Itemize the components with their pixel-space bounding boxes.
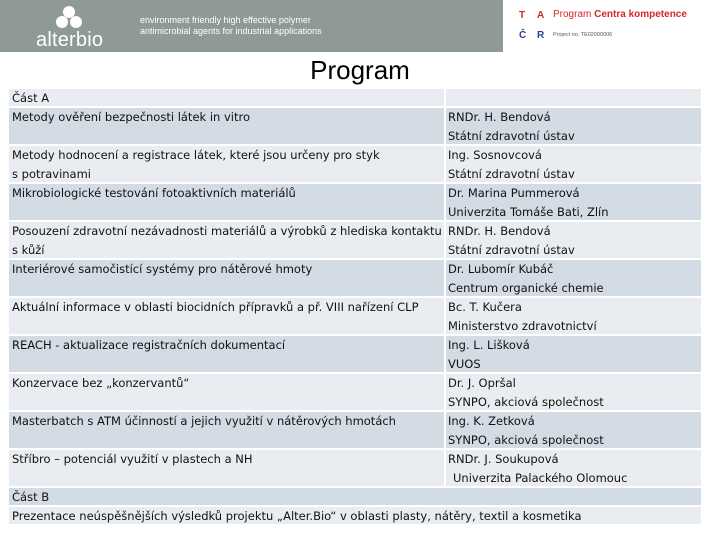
talk-topic: Masterbatch s ATM účinností a jejich využití v nátěrových hmotách xyxy=(12,414,396,428)
talk-institution: Univerzita Palackého Olomouc xyxy=(453,471,628,485)
tacr-letter-t: T xyxy=(519,10,526,21)
talk-topic: Interiérové samočistící systémy pro nátěrové hmoty xyxy=(12,262,313,276)
table-row xyxy=(8,411,702,449)
talk-speaker: Ing. Sosnovcová xyxy=(448,148,542,162)
talk-speaker: RNDr. J. Soukupová xyxy=(448,452,559,466)
talk-institution: Státní zdravotní ústav xyxy=(448,243,575,257)
section-a-heading: Část A xyxy=(12,91,50,105)
talk-topic: Aktuální informace v oblasti biocidních přípravků a př. VIII nařízení CLP xyxy=(12,300,419,314)
talk-institution: Státní zdravotní ústav xyxy=(448,167,575,181)
talk-speaker: Bc. T. Kučera xyxy=(448,300,522,314)
table-row xyxy=(8,88,702,107)
talk-topic-cont: s kůží xyxy=(12,243,45,257)
talk-topic-cont: s potravinami xyxy=(12,167,92,181)
tacr-letter-a: A xyxy=(537,10,545,21)
table-row xyxy=(8,373,702,411)
talk-institution: SYNPO, akciová společnost xyxy=(448,433,604,447)
alterbio-logo[interactable] xyxy=(36,6,104,50)
talk-institution: SYNPO, akciová společnost xyxy=(448,395,604,409)
talk-institution: Centrum organické chemie xyxy=(448,281,604,295)
section-b-heading: Část B xyxy=(12,490,50,504)
table-row xyxy=(8,449,702,487)
header-banner xyxy=(0,0,720,52)
table-row xyxy=(8,183,702,221)
talk-topic: Posouzení zdravotní nezávadnosti materiálů a výrobků z hlediska kontaktu xyxy=(12,224,442,238)
table-row xyxy=(8,259,702,297)
talk-speaker: Dr. Lubomír Kubáč xyxy=(448,262,554,276)
section-b-talk: Prezentace neúspěšnějších výsledků projektu „Alter.Bio“ v oblasti plasty, nátěry, textil a kosmetika xyxy=(12,509,582,523)
talk-topic: Metody ověření bezpečnosti látek in vitro xyxy=(12,110,250,124)
talk-speaker: Dr. J. Opršal xyxy=(448,376,516,390)
tacr-letter-c: Č xyxy=(519,30,527,41)
talk-speaker: Dr. Marina Pummerová xyxy=(448,186,580,200)
table-row xyxy=(8,487,702,506)
talk-institution: Univerzita Tomáše Bati, Zlín xyxy=(448,205,609,219)
talk-topic: Metody hodnocení a registrace látek, které jsou určeny pro styk xyxy=(12,148,380,162)
talk-topic: Stříbro – potenciál využití v plastech a NH xyxy=(12,452,253,466)
tacr-letter-r: R xyxy=(537,30,545,41)
project-number: Project no. TE02000006 xyxy=(553,32,613,38)
table-row xyxy=(8,107,702,145)
talk-institution: Ministerstvo zdravotnictví xyxy=(448,319,597,333)
logo-text: alterbio xyxy=(36,29,104,51)
talk-institution: VUOS xyxy=(448,357,481,371)
tagline: environment friendly high effective polymer antimicrobial agents for industrial applications xyxy=(140,15,322,36)
table-row xyxy=(8,145,702,183)
table-row xyxy=(8,297,702,335)
talk-topic: REACH - aktualizace registračních dokumentací xyxy=(12,338,286,352)
table-row xyxy=(8,221,702,259)
talk-speaker: Ing. K. Zetková xyxy=(448,414,535,428)
table-row xyxy=(8,506,702,525)
program-centra-kompetence: Program Centra kompetence xyxy=(553,9,687,20)
talk-topic: Konzervace bez „konzervantů“ xyxy=(12,376,190,390)
talk-speaker: Ing. L. Lišková xyxy=(448,338,530,352)
talk-speaker: RNDr. H. Bendová xyxy=(448,224,551,238)
talk-institution: Státní zdravotní ústav xyxy=(448,129,575,143)
talk-speaker: RNDr. H. Bendová xyxy=(448,110,551,124)
page-title: Program xyxy=(310,55,410,85)
tacr-logo xyxy=(503,0,720,52)
talk-topic: Mikrobiologické testování fotoaktivních materiálů xyxy=(12,186,296,200)
table-row xyxy=(8,335,702,373)
